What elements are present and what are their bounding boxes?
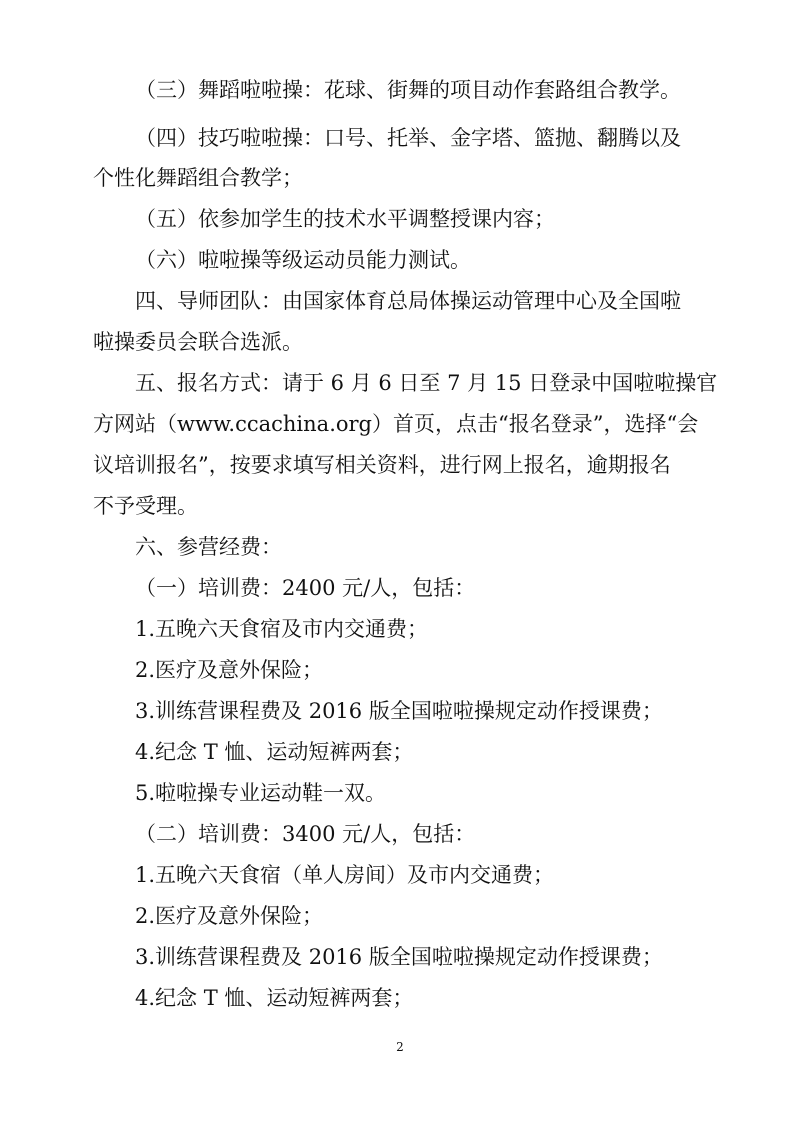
- text-line-14: 1.五晚六天食宿及市内交通费；: [135, 617, 429, 641]
- text-line-4: （五）依参加学生的技术水平调整授课内容；: [135, 207, 555, 231]
- text-line-6: 四、导师团队：由国家体育总局体操运动管理中心及全国啦: [135, 289, 681, 313]
- text-line-12: 六、参营经费：: [135, 535, 282, 559]
- text-line-5: （六）啦啦操等级运动员能力测试。: [135, 248, 471, 272]
- text-line-9: 方网站（www.ccachina.org）首页，点击“报名登录”，选择“会: [93, 412, 699, 436]
- text-line-22: 3.训练营课程费及 2016 版全国啦啦操规定动作授课费；: [135, 945, 663, 969]
- text-line-7: 啦操委员会联合选派。: [93, 330, 303, 354]
- text-line-10: 议培训报名”，按要求填写相关资料，进行网上报名，逾期报名: [93, 453, 671, 477]
- text-line-21: 2.医疗及意外保险；: [135, 904, 324, 928]
- page-number: 2: [396, 1040, 404, 1054]
- text-line-16: 3.训练营课程费及 2016 版全国啦啦操规定动作授课费；: [135, 699, 663, 723]
- text-line-18: 5.啦啦操专业运动鞋一双。: [135, 781, 387, 805]
- text-line-19: （二）培训费：3400 元/人，包括：: [135, 822, 476, 846]
- text-line-2: （四）技巧啦啦操：口号、托举、金字塔、篮抛、翻腾以及: [135, 126, 681, 150]
- text-line-1: （三）舞蹈啦啦操：花球、街舞的项目动作套路组合教学。: [135, 78, 681, 102]
- text-line-20: 1.五晚六天食宿（单人房间）及市内交通费；: [135, 863, 555, 887]
- text-line-23: 4.纪念 T 恤、运动短裤两套；: [135, 986, 414, 1010]
- text-line-17: 4.纪念 T 恤、运动短裤两套；: [135, 740, 414, 764]
- text-line-11: 不予受理。: [93, 494, 198, 518]
- text-line-13: （一）培训费：2400 元/人，包括：: [135, 576, 476, 600]
- text-line-8: 五、报名方式：请于 6 月 6 日至 7 月 15 日登录中国啦啦操官: [135, 371, 718, 395]
- text-line-15: 2.医疗及意外保险；: [135, 658, 324, 682]
- text-line-3: 个性化舞蹈组合教学；: [93, 166, 303, 190]
